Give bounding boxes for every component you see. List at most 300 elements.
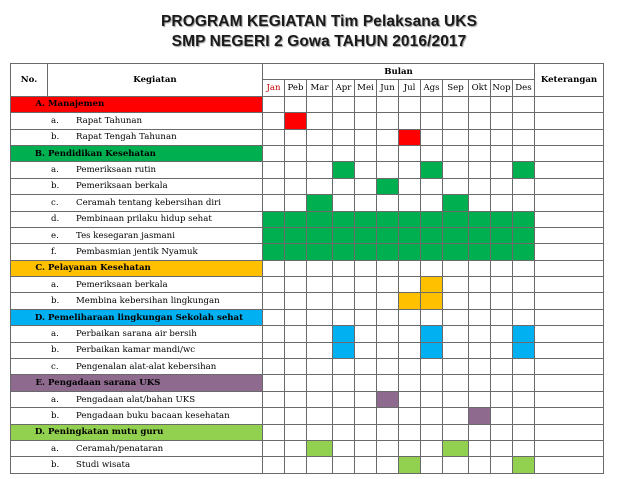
month-cell xyxy=(307,391,333,407)
month-cell xyxy=(491,244,513,260)
keterangan-cell xyxy=(535,195,604,211)
keterangan-cell xyxy=(535,424,604,440)
month-cell xyxy=(377,244,399,260)
category-name: Pelayanan Kesehatan xyxy=(48,263,151,274)
activity-row xyxy=(11,359,604,375)
month-cell xyxy=(469,145,491,161)
keterangan-cell xyxy=(535,342,604,358)
month-cell xyxy=(469,309,491,325)
activity-cell xyxy=(11,293,263,309)
month-cell xyxy=(399,309,421,325)
month-cell xyxy=(377,145,399,161)
month-cell xyxy=(285,162,307,178)
category-cell xyxy=(11,96,263,112)
month-cell xyxy=(491,293,513,309)
activity-cell xyxy=(11,178,263,194)
month-cell xyxy=(285,145,307,161)
month-cell xyxy=(263,375,285,391)
title-line-2: SMP NEGERI 2 Gowa TAHUN 2016/2017 xyxy=(171,33,467,50)
month-cell xyxy=(469,195,491,211)
month-cell xyxy=(443,227,469,243)
month-cell xyxy=(307,408,333,424)
month-cell xyxy=(421,293,443,309)
month-cell xyxy=(399,424,421,440)
header-keterangan: Keterangan xyxy=(535,64,604,97)
month-cell xyxy=(333,375,355,391)
month-cell xyxy=(377,342,399,358)
month-cell xyxy=(399,244,421,260)
month-cell xyxy=(443,162,469,178)
month-cell xyxy=(333,326,355,342)
activity-cell xyxy=(11,227,263,243)
month-cell xyxy=(377,391,399,407)
activity-name: Perbaikan kamar mandi/wc xyxy=(76,345,196,356)
month-cell xyxy=(469,113,491,129)
month-cell xyxy=(421,113,443,129)
month-cell xyxy=(491,342,513,358)
month-cell xyxy=(513,277,535,293)
month-cell xyxy=(491,113,513,129)
month-cell xyxy=(263,260,285,276)
header-kegiatan: Kegiatan xyxy=(48,64,263,97)
month-cell xyxy=(399,277,421,293)
month-cell xyxy=(513,195,535,211)
month-cell xyxy=(285,227,307,243)
month-cell xyxy=(443,260,469,276)
activity-cell xyxy=(11,391,263,407)
keterangan-cell xyxy=(535,211,604,227)
month-cell xyxy=(377,129,399,145)
month-cell xyxy=(285,178,307,194)
category-row xyxy=(11,260,604,276)
month-cell xyxy=(355,162,377,178)
activity-name: Pemeriksaan berkala xyxy=(76,279,168,290)
month-cell xyxy=(263,391,285,407)
month-cell xyxy=(285,342,307,358)
activity-cell xyxy=(11,408,263,424)
month-cell xyxy=(421,145,443,161)
keterangan-cell xyxy=(535,457,604,473)
month-cell xyxy=(421,162,443,178)
month-cell xyxy=(399,326,421,342)
month-cell xyxy=(377,457,399,473)
activity-letter-wrap: b. xyxy=(51,410,60,421)
month-cell xyxy=(421,457,443,473)
month-cell xyxy=(285,244,307,260)
month-cell xyxy=(307,195,333,211)
activity-cell xyxy=(11,195,263,211)
month-cell xyxy=(285,277,307,293)
activity-row xyxy=(11,211,604,227)
month-cell xyxy=(491,309,513,325)
keterangan-cell xyxy=(535,375,604,391)
month-cell xyxy=(469,96,491,112)
activity-cell xyxy=(11,359,263,375)
month-cell xyxy=(399,342,421,358)
month-cell xyxy=(513,309,535,325)
month-cell xyxy=(513,260,535,276)
activity-row xyxy=(11,391,604,407)
activity-letter-wrap: e. xyxy=(51,230,59,241)
month-cell xyxy=(513,227,535,243)
month-cell xyxy=(443,375,469,391)
activity-name: Pengenalan alat-alat kebersihan xyxy=(76,361,217,372)
category-cell xyxy=(11,145,263,161)
month-cell xyxy=(491,457,513,473)
month-cell xyxy=(469,129,491,145)
keterangan-cell xyxy=(535,326,604,342)
month-header-8: Sep xyxy=(443,80,469,96)
category-cell xyxy=(11,424,263,440)
month-cell xyxy=(333,391,355,407)
month-cell xyxy=(399,408,421,424)
month-cell xyxy=(263,408,285,424)
month-cell xyxy=(377,408,399,424)
category-cell xyxy=(11,260,263,276)
month-cell xyxy=(443,342,469,358)
month-cell xyxy=(355,359,377,375)
month-cell xyxy=(307,457,333,473)
category-number: D. xyxy=(34,427,45,438)
month-cell xyxy=(377,162,399,178)
month-cell xyxy=(285,129,307,145)
activity-name: Tes kesegaran jasmani xyxy=(76,230,175,241)
title-line-1: PROGRAM KEGIATAN Tim Pelaksana UKS xyxy=(160,13,478,30)
month-cell xyxy=(469,244,491,260)
month-cell xyxy=(285,96,307,112)
month-cell xyxy=(399,227,421,243)
month-header-1: Peb xyxy=(285,80,307,96)
month-cell xyxy=(307,260,333,276)
activity-letter-wrap: c. xyxy=(51,361,59,372)
month-cell xyxy=(355,277,377,293)
activity-row xyxy=(11,326,604,342)
month-cell xyxy=(443,96,469,112)
month-cell xyxy=(469,391,491,407)
month-cell xyxy=(399,293,421,309)
activity-row xyxy=(11,129,604,145)
month-cell xyxy=(333,178,355,194)
month-cell xyxy=(399,113,421,129)
month-cell xyxy=(377,195,399,211)
month-cell xyxy=(469,178,491,194)
month-cell xyxy=(421,244,443,260)
activity-letter-wrap: a. xyxy=(51,328,59,339)
month-cell xyxy=(355,375,377,391)
month-cell xyxy=(307,440,333,456)
month-cell xyxy=(421,227,443,243)
month-cell xyxy=(333,342,355,358)
month-cell xyxy=(491,227,513,243)
month-cell xyxy=(285,195,307,211)
month-cell xyxy=(263,145,285,161)
month-cell xyxy=(491,195,513,211)
activity-cell xyxy=(11,342,263,358)
month-cell xyxy=(307,129,333,145)
activity-row xyxy=(11,408,604,424)
category-name: Peningkatan mutu guru xyxy=(48,427,164,438)
month-cell xyxy=(443,309,469,325)
month-cell xyxy=(263,162,285,178)
month-cell xyxy=(421,195,443,211)
category-number: E. xyxy=(35,378,45,389)
month-cell xyxy=(399,145,421,161)
month-cell xyxy=(333,227,355,243)
month-cell xyxy=(399,457,421,473)
keterangan-cell xyxy=(535,293,604,309)
category-row xyxy=(11,309,604,325)
month-cell xyxy=(513,440,535,456)
month-header-4: Mei xyxy=(355,80,377,96)
month-cell xyxy=(469,227,491,243)
month-header-2: Mar xyxy=(307,80,333,96)
month-cell xyxy=(443,244,469,260)
month-cell xyxy=(307,178,333,194)
month-cell xyxy=(263,211,285,227)
month-cell xyxy=(513,359,535,375)
month-cell xyxy=(399,96,421,112)
month-cell xyxy=(307,424,333,440)
activity-cell xyxy=(11,129,263,145)
activity-letter-wrap: b. xyxy=(51,296,60,307)
month-cell xyxy=(491,277,513,293)
activity-letter-wrap: a. xyxy=(51,279,59,290)
category-cell xyxy=(11,375,263,391)
month-cell xyxy=(377,359,399,375)
month-cell xyxy=(355,129,377,145)
month-cell xyxy=(377,309,399,325)
month-cell xyxy=(355,326,377,342)
month-cell xyxy=(513,375,535,391)
activity-letter-wrap: c. xyxy=(51,197,59,208)
month-cell xyxy=(285,408,307,424)
month-cell xyxy=(377,277,399,293)
month-cell xyxy=(355,293,377,309)
activity-row xyxy=(11,178,604,194)
month-cell xyxy=(333,440,355,456)
category-cell xyxy=(11,309,263,325)
activity-row xyxy=(11,162,604,178)
month-cell xyxy=(285,293,307,309)
month-cell xyxy=(491,326,513,342)
header-no: No. xyxy=(11,64,48,97)
month-cell xyxy=(377,211,399,227)
month-header-9: Okt xyxy=(469,80,491,96)
activity-name: Pengadaan buku bacaan kesehatan xyxy=(76,410,230,421)
month-cell xyxy=(513,457,535,473)
month-cell xyxy=(307,145,333,161)
month-cell xyxy=(263,113,285,129)
month-header-10: Nop xyxy=(491,80,513,96)
month-cell xyxy=(333,457,355,473)
keterangan-cell xyxy=(535,440,604,456)
month-cell xyxy=(333,195,355,211)
activity-name: Pemeriksaan rutin xyxy=(76,165,157,176)
activity-name: Pengadaan alat/bahan UKS xyxy=(76,394,196,405)
month-cell xyxy=(443,113,469,129)
month-cell xyxy=(491,211,513,227)
month-cell xyxy=(307,162,333,178)
month-cell xyxy=(491,178,513,194)
keterangan-cell xyxy=(535,277,604,293)
month-cell xyxy=(285,359,307,375)
month-cell xyxy=(469,293,491,309)
month-cell xyxy=(333,424,355,440)
category-row xyxy=(11,96,604,112)
month-header-11: Des xyxy=(513,80,535,96)
month-cell xyxy=(513,391,535,407)
month-cell xyxy=(263,309,285,325)
activity-letter-wrap: d. xyxy=(51,214,60,225)
month-cell xyxy=(491,408,513,424)
month-cell xyxy=(399,359,421,375)
month-cell xyxy=(333,408,355,424)
month-cell xyxy=(355,342,377,358)
month-cell xyxy=(263,424,285,440)
month-cell xyxy=(307,359,333,375)
month-cell xyxy=(513,293,535,309)
activity-cell xyxy=(11,244,263,260)
month-cell xyxy=(307,113,333,129)
month-cell xyxy=(491,424,513,440)
month-cell xyxy=(377,375,399,391)
activity-name: Ceramah/penataran xyxy=(76,443,164,454)
month-cell xyxy=(355,227,377,243)
month-cell xyxy=(443,408,469,424)
month-cell xyxy=(513,145,535,161)
month-cell xyxy=(421,326,443,342)
month-cell xyxy=(421,359,443,375)
category-row xyxy=(11,145,604,161)
month-cell xyxy=(355,391,377,407)
month-cell xyxy=(421,440,443,456)
month-cell xyxy=(443,440,469,456)
month-cell xyxy=(443,195,469,211)
month-cell xyxy=(443,326,469,342)
month-cell xyxy=(469,375,491,391)
month-cell xyxy=(421,260,443,276)
month-cell xyxy=(263,244,285,260)
month-cell xyxy=(491,260,513,276)
activity-letter-wrap: a. xyxy=(51,165,59,176)
keterangan-cell xyxy=(535,145,604,161)
month-cell xyxy=(513,342,535,358)
month-cell xyxy=(285,391,307,407)
month-cell xyxy=(399,260,421,276)
month-header-3: Apr xyxy=(333,80,355,96)
month-cell xyxy=(513,408,535,424)
month-cell xyxy=(377,178,399,194)
month-cell xyxy=(333,309,355,325)
keterangan-cell xyxy=(535,113,604,129)
month-cell xyxy=(443,293,469,309)
month-cell xyxy=(285,375,307,391)
month-cell xyxy=(355,408,377,424)
activity-cell xyxy=(11,113,263,129)
month-cell xyxy=(443,211,469,227)
month-cell xyxy=(333,113,355,129)
activity-row xyxy=(11,293,604,309)
category-number: D. xyxy=(34,312,45,323)
month-cell xyxy=(491,375,513,391)
month-cell xyxy=(333,145,355,161)
month-cell xyxy=(333,359,355,375)
month-header-7: Ags xyxy=(421,80,443,96)
activity-row xyxy=(11,342,604,358)
program-table xyxy=(10,63,604,474)
month-cell xyxy=(399,162,421,178)
month-cell xyxy=(285,113,307,129)
month-cell xyxy=(377,260,399,276)
activity-cell xyxy=(11,211,263,227)
month-cell xyxy=(469,211,491,227)
activity-row xyxy=(11,227,604,243)
month-cell xyxy=(307,244,333,260)
month-cell xyxy=(377,326,399,342)
activity-row xyxy=(11,440,604,456)
month-cell xyxy=(513,211,535,227)
month-cell xyxy=(443,145,469,161)
month-cell xyxy=(355,424,377,440)
keterangan-cell xyxy=(535,162,604,178)
keterangan-cell xyxy=(535,309,604,325)
month-cell xyxy=(333,260,355,276)
month-cell xyxy=(491,359,513,375)
month-cell xyxy=(333,211,355,227)
month-cell xyxy=(307,211,333,227)
month-cell xyxy=(513,113,535,129)
month-cell xyxy=(513,244,535,260)
month-cell xyxy=(307,227,333,243)
activity-letter-wrap: b. xyxy=(51,345,60,356)
activity-name: Studi wisata xyxy=(76,460,131,471)
month-cell xyxy=(355,178,377,194)
month-cell xyxy=(285,211,307,227)
month-cell xyxy=(355,145,377,161)
month-cell xyxy=(443,359,469,375)
month-cell xyxy=(263,457,285,473)
activity-cell xyxy=(11,162,263,178)
activity-name: Ceramah tentang kebersihan diri xyxy=(76,197,222,208)
month-cell xyxy=(377,227,399,243)
activity-letter-wrap: b. xyxy=(51,460,60,471)
month-cell xyxy=(443,178,469,194)
month-cell xyxy=(307,375,333,391)
month-cell xyxy=(399,375,421,391)
category-name: Pengadaan sarana UKS xyxy=(48,378,161,389)
month-cell xyxy=(263,293,285,309)
category-name: Manajemen xyxy=(48,99,105,110)
month-cell xyxy=(491,129,513,145)
month-cell xyxy=(377,293,399,309)
month-cell xyxy=(355,260,377,276)
activity-letter-wrap: b. xyxy=(51,181,60,192)
month-cell xyxy=(263,326,285,342)
month-cell xyxy=(513,326,535,342)
month-cell xyxy=(421,178,443,194)
month-cell xyxy=(469,408,491,424)
month-cell xyxy=(263,96,285,112)
month-cell xyxy=(421,277,443,293)
month-cell xyxy=(263,195,285,211)
month-cell xyxy=(355,457,377,473)
month-cell xyxy=(263,342,285,358)
month-cell xyxy=(285,440,307,456)
activity-name: Rapat Tahunan xyxy=(76,115,143,126)
activity-cell xyxy=(11,277,263,293)
table-body xyxy=(11,96,604,473)
activity-cell xyxy=(11,440,263,456)
